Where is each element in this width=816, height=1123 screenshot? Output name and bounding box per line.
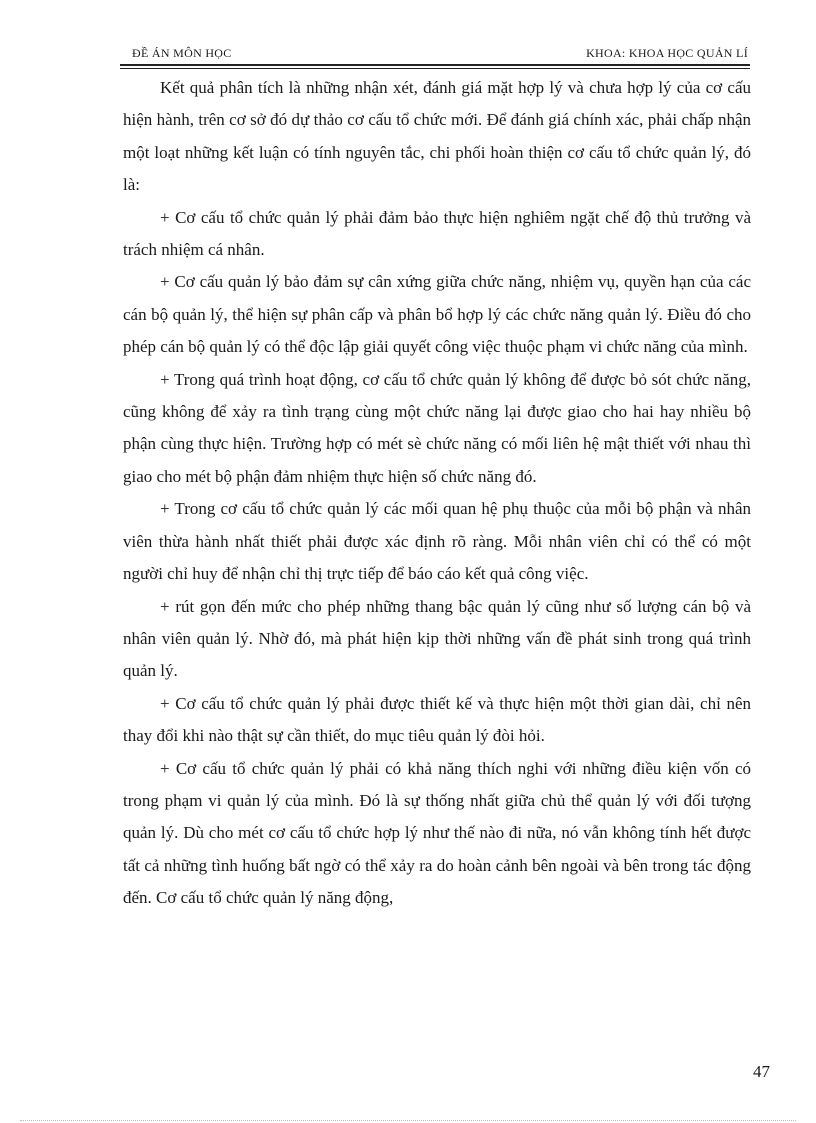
document-body	[123, 72, 751, 915]
header-left-title: ĐỀ ÁN MÔN HỌC	[132, 46, 232, 60]
paragraph-principle-6: + Cơ cấu tổ chức quản lý phải được thiết kế và thực hiện một thời gian dài, chỉ nên thay đổi khi nào thật sự cần thiết, do mục tiêu quản lý đòi hỏi.	[123, 693, 751, 746]
page-bottom-border	[20, 1120, 796, 1121]
page-header	[120, 44, 748, 64]
header-right-title: KHOA: KHOA HỌC QUẢN LÍ	[586, 46, 748, 60]
paragraph-principle-4: + Trong cơ cấu tổ chức quản lý các mối quan hệ phụ thuộc của mỗi bộ phận và nhân viên thừa hành nhất thiết phải được xác định rõ ràng. Mỗi nhân viên chỉ có thể có một người chỉ huy để nhận chỉ thị trực tiếp để báo cáo kết quả công việc.	[123, 499, 751, 584]
paragraph-principle-1: + Cơ cấu tổ chức quản lý phải đảm bảo thực hiện nghiêm ngặt chế độ thủ trưởng và trách nhiệm cá nhân.	[123, 207, 751, 260]
paragraph-principle-5: + rút gọn đến mức cho phép những thang bậc quản lý cũng như số lượng cán bộ và nhân viên quản lý. Nhờ đó, mà phát hiện kịp thời những vấn đề phát sinh trong quá trình quản lý.	[123, 596, 751, 681]
paragraph-principle-2: + Cơ cấu quản lý bảo đảm sự cân xứng giữa chức năng, nhiệm vụ, quyền hạn của các cán bộ quản lý, thể hiện sự phân cấp và phân bổ hợp lý các chức năng quản lý. Điều đó cho phép cán bộ quản lý có thể độc lập giải quyết công việc thuộc phạm vi chức năng của mình.	[123, 272, 751, 357]
header-rule-thick	[120, 64, 750, 66]
page-number: 47	[753, 1062, 770, 1081]
paragraph-intro: Kết quả phân tích là những nhận xét, đánh giá mặt hợp lý và chưa hợp lý của cơ cấu hiện hành, trên cơ sở đó dự thảo cơ cấu tổ chức mới. Để đánh giá chính xác, phải chấp nhận một loạt những kết luận có tính nguyên tắc, chi phối hoàn thiện cơ cấu tổ chức quản lý, đó là:	[123, 78, 751, 195]
header-rule-thin	[120, 68, 750, 69]
paragraph-principle-3: + Trong quá trình hoạt động, cơ cấu tổ chức quản lý không để được bỏ sót chức năng, cũng không để xảy ra tình trạng cùng một chức năng lại được giao cho hai hay nhiều bộ phận cùng thực hiện. Trường hợp có mét sè chức năng có mối liên hệ mật thiết với nhau thì giao cho mét bộ phận đảm nhiệm thực hiện số chức năng đó.	[123, 369, 751, 486]
paragraph-principle-7: + Cơ cấu tổ chức quản lý phải có khả năng thích nghi với những điều kiện vốn có trong phạm vi quản lý của mình. Đó là sự thống nhất giữa chủ thể quản lý với đối tượng quản lý. Dù cho mét cơ cấu tổ chức hợp lý như thế nào đi nữa, nó vẫn không tính hết được tất cả những tình huống bất ngờ có thể xảy ra do hoàn cảnh bên ngoài và bên trong tác động đến. Cơ cấu tổ chức quản lý năng động,	[123, 758, 751, 908]
